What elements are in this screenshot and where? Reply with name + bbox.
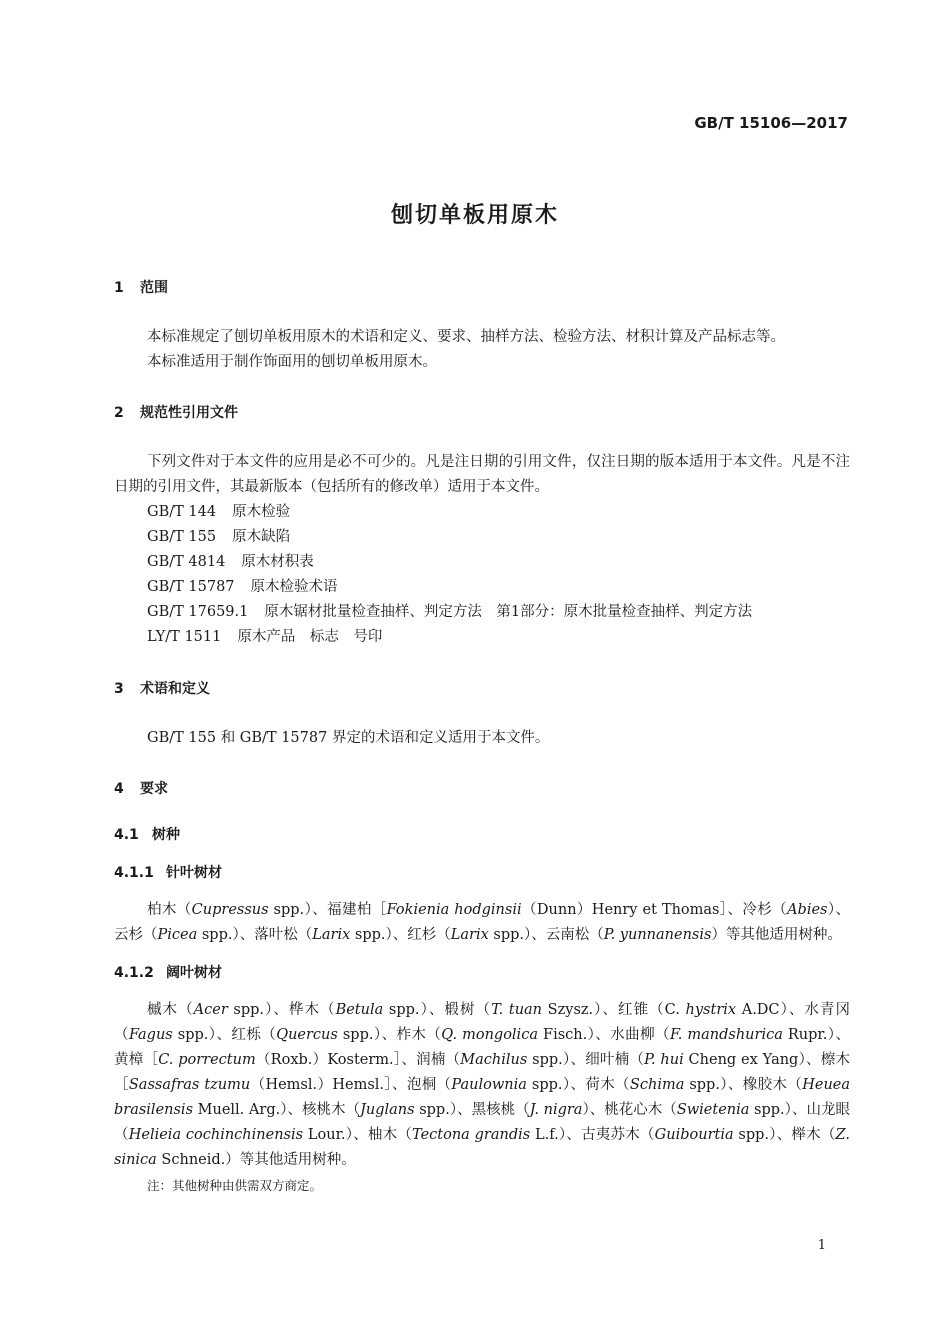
section-number: 2 bbox=[114, 405, 124, 421]
section-number: 1 bbox=[114, 280, 124, 296]
section-number: 3 bbox=[114, 681, 124, 697]
species-text: 槭木（Acer spp.）、桦木（Betula spp.）、椴树（T. tuan Szysz.）、红锥（C. hystrix A.DC）、水青冈（Fagus spp.）、红栎（Quercus spp.）、柞木（Q. mongolica Fisch.）、水曲柳（F. mandshurica Rupr.）、黄樟［C. porrectum（Roxb.）Kosterm.］、润楠（Machilus spp.）、细叶楠（P. hui Cheng ex Yang）、檫木［Sassafras tzumu（Hemsl.）Hemsl.］、泡桐（Paulownia spp.）、荷木（Schima spp.）、橡胶木（Heuea brasilensis Muell. Arg.）、核桃木（Juglans spp.）、黑核桃（J. nigra）、桃花心木（Swietenia spp.）、山龙眼（Helieia cochinchinensis Lour.）、柚木（Tectona grandis L.f.）、古夷苏木（Guibourtia spp.）、榉木（Z. sinica Schneid.）等其他适用树种。 bbox=[114, 1002, 851, 1168]
reference-code: GB/T 144 bbox=[147, 504, 217, 520]
section-3-paragraph: GB/T 155 和 GB/T 15787 界定的术语和定义适用于本文件。 bbox=[147, 730, 550, 746]
broadleaf-species-paragraph bbox=[114, 998, 850, 1173]
reference-code: GB/T 4814 bbox=[147, 554, 226, 570]
section-1-heading bbox=[114, 277, 168, 297]
reference-item bbox=[147, 625, 398, 646]
reference-code: GB/T 155 bbox=[147, 529, 217, 545]
section-4-1-heading bbox=[114, 824, 180, 844]
section-2-heading bbox=[114, 402, 238, 422]
section-title: 术语和定义 bbox=[140, 681, 210, 697]
reference-title: 原木材积表 bbox=[241, 554, 314, 570]
section-number: 4.1 bbox=[114, 827, 139, 843]
section-title: 树种 bbox=[152, 827, 180, 843]
section-4-1-2-heading bbox=[114, 962, 222, 982]
reference-code: GB/T 17659.1 bbox=[147, 604, 249, 620]
reference-code: GB/T 15787 bbox=[147, 579, 235, 595]
reference-item bbox=[147, 600, 768, 621]
section-4-1-1-heading bbox=[114, 862, 222, 882]
section-title: 针叶树材 bbox=[166, 865, 222, 881]
reference-item bbox=[147, 525, 306, 546]
reference-title: 原木检验 bbox=[232, 504, 291, 520]
section-number: 4.1.2 bbox=[114, 965, 154, 981]
intro-text: 下列文件对于本文件的应用是必不可少的。凡是注日期的引用文件，仅注日期的版本适用于本文件。凡是不注日期的引用文件，其最新版本（包括所有的修改单）适用于本文件。 bbox=[114, 454, 850, 495]
reference-title: 原木检验术语 bbox=[250, 579, 338, 595]
section-title: 阔叶树材 bbox=[166, 965, 222, 981]
reference-title: 原木产品 标志 号印 bbox=[237, 629, 383, 645]
note-text: 注：其他树种由供需双方商定。 bbox=[147, 1178, 323, 1193]
section-1-paragraph-2: 本标准适用于制作饰面用的刨切单板用原木。 bbox=[147, 354, 437, 370]
reference-code: LY/T 1511 bbox=[147, 629, 222, 645]
section-title: 范围 bbox=[140, 280, 168, 296]
reference-item bbox=[147, 500, 306, 521]
section-title: 规范性引用文件 bbox=[140, 405, 238, 421]
reference-item bbox=[147, 575, 354, 596]
reference-item bbox=[147, 550, 330, 571]
reference-title: 原木缺陷 bbox=[232, 529, 291, 545]
section-4-heading bbox=[114, 778, 168, 798]
section-number: 4.1.1 bbox=[114, 865, 154, 881]
species-text: 柏木（Cupressus spp.）、福建柏［Fokienia hodginsii（Dunn）Henry et Thomas］、冷杉（Abies）、云杉（Picea spp.）、落叶松（Larix spp.）、红杉（Larix spp.）、云南松（P. yunnanensis）等其他适用树种。 bbox=[114, 902, 851, 943]
section-3-heading bbox=[114, 678, 210, 698]
section-number: 4 bbox=[114, 781, 124, 797]
section-1-paragraph-1: 本标准规定了刨切单板用原木的术语和定义、要求、抽样方法、检验方法、材积计算及产品标志等。 bbox=[147, 329, 785, 345]
conifer-species-paragraph bbox=[114, 898, 850, 948]
section-title: 要求 bbox=[140, 781, 168, 797]
standard-code: GB/T 15106—2017 bbox=[694, 114, 848, 132]
page-number: 1 bbox=[817, 1238, 826, 1253]
section-2-intro bbox=[114, 450, 850, 500]
reference-title: 原木锯材批量检查抽样、判定方法 第1部分：原木批量检查抽样、判定方法 bbox=[264, 604, 753, 620]
page-title: 刨切单板用原木 bbox=[390, 203, 559, 228]
